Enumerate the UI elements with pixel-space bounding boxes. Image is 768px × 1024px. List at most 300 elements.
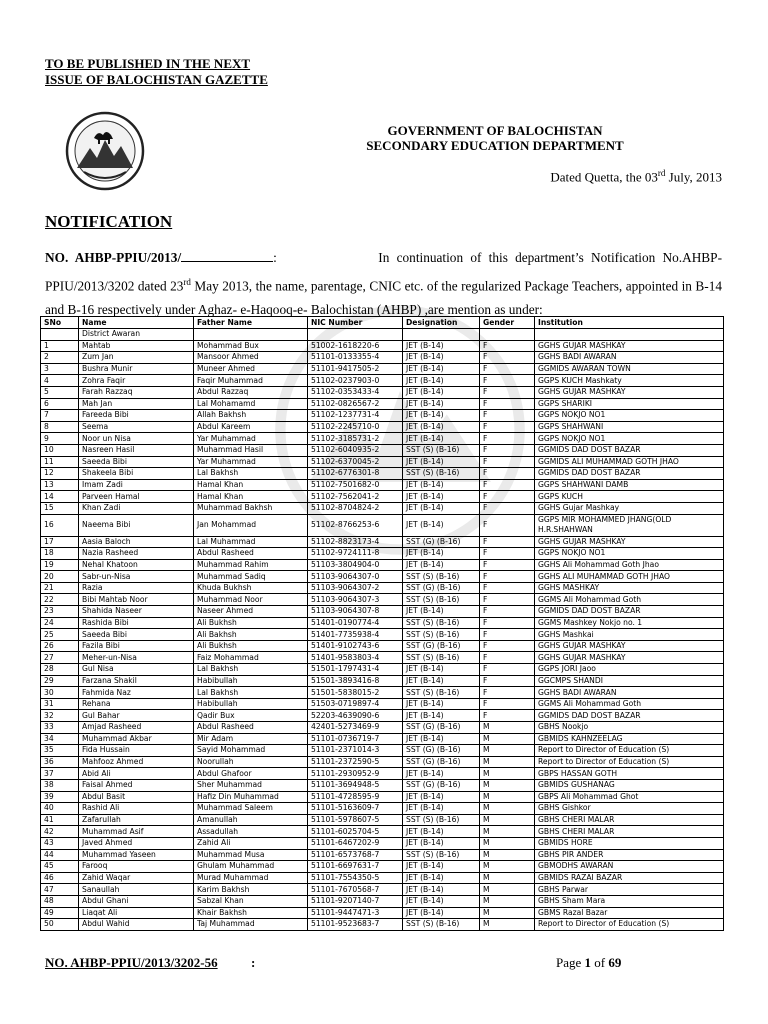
- table-cell: Hamal Khan: [194, 479, 308, 491]
- table-cell: 51101-0133355-4: [308, 352, 403, 364]
- notification-number: NO. AHBP-PPIU/2013/: [45, 250, 182, 265]
- table-cell: Aasia Baloch: [79, 536, 194, 548]
- table-cell: Lal Muhammad: [194, 536, 308, 548]
- table-cell: Report to Director of Education (S): [535, 745, 724, 757]
- table-cell: 51102-1237731-4: [308, 410, 403, 422]
- table-cell: JET (B-14): [403, 352, 480, 364]
- table-row: [41, 745, 724, 757]
- table-cell: 51101-9417505-2: [308, 363, 403, 375]
- table-cell: Nazia Rasheed: [79, 548, 194, 560]
- table-cell: 51102-0826567-2: [308, 398, 403, 410]
- table-cell: Khan Zadi: [79, 502, 194, 514]
- table-cell: GGMIDS DAD DOST BAZAR: [535, 468, 724, 480]
- table-cell: F: [480, 664, 535, 676]
- table-row: [41, 849, 724, 861]
- table-cell: 51101-2371014-3: [308, 745, 403, 757]
- table-cell: GGPS NOKJO NO1: [535, 410, 724, 422]
- table-cell: F: [480, 375, 535, 387]
- table-cell: JET (B-14): [403, 479, 480, 491]
- table-cell: Liaqat Ali: [79, 907, 194, 919]
- table-cell: 52203-4639090-6: [308, 710, 403, 722]
- table-cell: SST (S) (B-16): [403, 617, 480, 629]
- table-cell: GBHS CHERI MALAR: [535, 814, 724, 826]
- table-cell: 17: [41, 536, 79, 548]
- table-cell: 1: [41, 340, 79, 352]
- table-row: [41, 768, 724, 780]
- table-cell: Muneer Ahmed: [194, 363, 308, 375]
- table-cell: GBMIDS RAZAI BAZAR: [535, 872, 724, 884]
- table-cell: GBHS CHERI MALAR: [535, 826, 724, 838]
- footer-notification-number: NO. AHBP-PPIU/2013/3202-56: [45, 955, 218, 970]
- table-row: [41, 722, 724, 734]
- table-cell: Muhammad Hasil: [194, 444, 308, 456]
- table-cell: 51101-9447471-3: [308, 907, 403, 919]
- table-cell: Khuda Bukhsh: [194, 582, 308, 594]
- table-cell: GBHS Sham Mara: [535, 895, 724, 907]
- table-row: [41, 375, 724, 387]
- table-cell: JET (B-14): [403, 675, 480, 687]
- table-cell: 13: [41, 479, 79, 491]
- table-cell: Muhammad Noor: [194, 594, 308, 606]
- table-cell: 51503-0719897-4: [308, 698, 403, 710]
- table-cell: F: [480, 444, 535, 456]
- table-cell: Zafarullah: [79, 814, 194, 826]
- table-cell: SST (S) (B-16): [403, 468, 480, 480]
- table-cell: Hamal Khan: [194, 491, 308, 503]
- table-cell: JET (B-14): [403, 514, 480, 536]
- table-cell: 38: [41, 779, 79, 791]
- table-cell: JET (B-14): [403, 398, 480, 410]
- table-cell: 51101-5163609-7: [308, 803, 403, 815]
- table-cell: F: [480, 502, 535, 514]
- table-cell: 15: [41, 502, 79, 514]
- table-cell: F: [480, 559, 535, 571]
- column-header: Father Name: [194, 317, 308, 329]
- table-cell: 33: [41, 722, 79, 734]
- table-cell: Naseer Ahmed: [194, 606, 308, 618]
- table-cell: GGHS GUJAR MASHKAY: [535, 640, 724, 652]
- table-cell: Murad Muhammad: [194, 872, 308, 884]
- table-cell: GGMIDS ALI MUHAMMAD GOTH JHAO: [535, 456, 724, 468]
- table-cell: Habibullah: [194, 698, 308, 710]
- table-cell: Qadir Bux: [194, 710, 308, 722]
- table-cell: Shakeela Bibi: [79, 468, 194, 480]
- table-cell: JET (B-14): [403, 433, 480, 445]
- table-row: [41, 410, 724, 422]
- table-cell: 14: [41, 491, 79, 503]
- gov-title-line-2: SECONDARY EDUCATION DEPARTMENT: [366, 138, 624, 153]
- table-cell: 51101-4728595-9: [308, 791, 403, 803]
- table-cell: Sabzal Khan: [194, 895, 308, 907]
- teachers-table: [40, 316, 724, 931]
- table-cell: 51102-3185731-2: [308, 433, 403, 445]
- table-cell: 29: [41, 675, 79, 687]
- table-cell: GGHS MASHKAY: [535, 582, 724, 594]
- column-header: Gender: [480, 317, 535, 329]
- table-cell: F: [480, 491, 535, 503]
- table-cell: GBMIDS HORE: [535, 837, 724, 849]
- table-cell: 51101-2372590-5: [308, 756, 403, 768]
- table-cell: SST (S) (B-16): [403, 571, 480, 583]
- table-cell: Lal Bakhsh: [194, 687, 308, 699]
- table-cell: Razia: [79, 582, 194, 594]
- table-row: [41, 617, 724, 629]
- table-cell: JET (B-14): [403, 386, 480, 398]
- table-row: [41, 837, 724, 849]
- table-cell: 7: [41, 410, 79, 422]
- table-cell: Lal Mohamamd: [194, 398, 308, 410]
- table-cell: Gul Nisa: [79, 664, 194, 676]
- table-cell: Mah Jan: [79, 398, 194, 410]
- table-cell: F: [480, 340, 535, 352]
- table-row: [41, 491, 724, 503]
- table-row: [41, 803, 724, 815]
- table-cell: Nasreen Hasil: [79, 444, 194, 456]
- table-cell: SST (G) (B-16): [403, 779, 480, 791]
- table-cell: Muhammad Asif: [79, 826, 194, 838]
- table-cell: GBMS Razal Bazar: [535, 907, 724, 919]
- table-cell: 6: [41, 398, 79, 410]
- table-cell: 51101-3694948-5: [308, 779, 403, 791]
- table-cell: GGHS BADI AWARAN: [535, 352, 724, 364]
- table-cell: 42401-5273469-9: [308, 722, 403, 734]
- table-cell: Zum Jan: [79, 352, 194, 364]
- table-row: [41, 456, 724, 468]
- table-cell: SST (S) (B-16): [403, 849, 480, 861]
- table-cell: Bushra Munir: [79, 363, 194, 375]
- table-cell: 42: [41, 826, 79, 838]
- table-cell: Abdul Ghani: [79, 895, 194, 907]
- table-row: [41, 433, 724, 445]
- table-cell: Yar Muhammad: [194, 456, 308, 468]
- table-cell: 51401-7735938-4: [308, 629, 403, 641]
- table-cell: 51101-0736719-7: [308, 733, 403, 745]
- table-cell: M: [480, 872, 535, 884]
- table-cell: 51101-7670568-7: [308, 884, 403, 896]
- table-cell: Abdul Rasheed: [194, 722, 308, 734]
- table-row: [41, 559, 724, 571]
- table-cell: Habibullah: [194, 675, 308, 687]
- table-cell: Saeeda Bibi: [79, 456, 194, 468]
- table-row: [41, 814, 724, 826]
- table-cell: JET (B-14): [403, 884, 480, 896]
- table-row: [41, 421, 724, 433]
- table-cell: F: [480, 617, 535, 629]
- column-header: SNo: [41, 317, 79, 329]
- table-cell: F: [480, 606, 535, 618]
- table-cell: F: [480, 514, 535, 536]
- table-cell: SST (G) (B-16): [403, 536, 480, 548]
- district-label: District Awaran: [79, 329, 194, 341]
- table-cell: 51103-9064307-2: [308, 582, 403, 594]
- table-cell: 45: [41, 861, 79, 873]
- table-cell: Zahid Waqar: [79, 872, 194, 884]
- table-cell: Naeema Bibi: [79, 514, 194, 536]
- table-cell: 16: [41, 514, 79, 536]
- table-cell: Muhammad Yaseen: [79, 849, 194, 861]
- table-cell: Fida Hussain: [79, 745, 194, 757]
- table-cell: 49: [41, 907, 79, 919]
- table-cell: F: [480, 571, 535, 583]
- table-cell: Ali Bakhsh: [194, 629, 308, 641]
- table-cell: M: [480, 779, 535, 791]
- table-cell: SST (S) (B-16): [403, 919, 480, 931]
- table-cell: 51103-9064307-3: [308, 594, 403, 606]
- table-cell: GGHS Gujar Mashkay: [535, 502, 724, 514]
- table-cell: GGHS Mashkai: [535, 629, 724, 641]
- table-cell: 48: [41, 895, 79, 907]
- table-cell: Assadullah: [194, 826, 308, 838]
- table-cell: 23: [41, 606, 79, 618]
- table-cell: F: [480, 652, 535, 664]
- table-cell: GBHS Gishkor: [535, 803, 724, 815]
- table-cell: Amjad Rasheed: [79, 722, 194, 734]
- table-cell: Abdul Wahid: [79, 919, 194, 931]
- table-cell: 11: [41, 456, 79, 468]
- table-cell: Mansoor Ahmed: [194, 352, 308, 364]
- table-row: [41, 710, 724, 722]
- table-cell: JET (B-14): [403, 340, 480, 352]
- table-row: [41, 698, 724, 710]
- table-cell: JET (B-14): [403, 803, 480, 815]
- balochistan-seal-logo: [64, 110, 146, 192]
- table-cell: 9: [41, 433, 79, 445]
- table-cell: 5: [41, 386, 79, 398]
- table-cell: Noor un Nisa: [79, 433, 194, 445]
- table-cell: F: [480, 675, 535, 687]
- table-row: [41, 779, 724, 791]
- table-cell: M: [480, 837, 535, 849]
- table-cell: JET (B-14): [403, 375, 480, 387]
- table-row: [41, 872, 724, 884]
- table-cell: JET (B-14): [403, 606, 480, 618]
- table-cell: 51101-9207140-7: [308, 895, 403, 907]
- table-cell: M: [480, 722, 535, 734]
- table-cell: SST (G) (B-16): [403, 582, 480, 594]
- table-cell: 25: [41, 629, 79, 641]
- table-cell: Ali Bukhsh: [194, 640, 308, 652]
- table-cell: GGPS JORI Jaoo: [535, 664, 724, 676]
- table-cell: 40: [41, 803, 79, 815]
- table-cell: 51101-6467202-9: [308, 837, 403, 849]
- table-cell: M: [480, 884, 535, 896]
- table-row: [41, 791, 724, 803]
- table-cell: M: [480, 826, 535, 838]
- table-cell: 19: [41, 559, 79, 571]
- table-cell: JET (B-14): [403, 907, 480, 919]
- table-row: [41, 861, 724, 873]
- table-cell: JET (B-14): [403, 837, 480, 849]
- table-cell: Abdul Kareem: [194, 421, 308, 433]
- table-cell: F: [480, 640, 535, 652]
- table-cell: Muhammad Musa: [194, 849, 308, 861]
- table-row: [41, 907, 724, 919]
- table-cell: Report to Director of Education (S): [535, 756, 724, 768]
- table-row: [41, 733, 724, 745]
- table-cell: 51102-6776301-8: [308, 468, 403, 480]
- table-cell: 4: [41, 375, 79, 387]
- table-row: [41, 675, 724, 687]
- table-cell: JET (B-14): [403, 768, 480, 780]
- table-cell: 18: [41, 548, 79, 560]
- table-cell: 2: [41, 352, 79, 364]
- table-row: [41, 664, 724, 676]
- table-cell: GGMS Mashkey Nokjo no. 1: [535, 617, 724, 629]
- table-row: [41, 629, 724, 641]
- table-cell: SST (S) (B-16): [403, 814, 480, 826]
- table-cell: F: [480, 536, 535, 548]
- table-cell: F: [480, 386, 535, 398]
- table-cell: Ali Bukhsh: [194, 617, 308, 629]
- table-cell: 36: [41, 756, 79, 768]
- table-cell: Parveen Hamal: [79, 491, 194, 503]
- table-cell: JET (B-14): [403, 710, 480, 722]
- table-cell: 51501-3893416-8: [308, 675, 403, 687]
- table-cell: 3: [41, 363, 79, 375]
- table-row: [41, 652, 724, 664]
- table-cell: 10: [41, 444, 79, 456]
- table-cell: M: [480, 803, 535, 815]
- table-cell: Muhammad Sadiq: [194, 571, 308, 583]
- table-cell: 43: [41, 837, 79, 849]
- table-cell: 51101-7554350-5: [308, 872, 403, 884]
- table-cell: Mahtab: [79, 340, 194, 352]
- table-row: [41, 536, 724, 548]
- table-cell: JET (B-14): [403, 791, 480, 803]
- table-cell: Sabr-un-Nisa: [79, 571, 194, 583]
- table-cell: JET (B-14): [403, 733, 480, 745]
- table-cell: F: [480, 410, 535, 422]
- table-cell: Karim Bakhsh: [194, 884, 308, 896]
- table-cell: GBMODHS AWARAN: [535, 861, 724, 873]
- table-cell: SST (S) (B-16): [403, 594, 480, 606]
- notification-title: NOTIFICATION: [45, 212, 173, 231]
- table-cell: Shahida Naseer: [79, 606, 194, 618]
- dated-line: Dated Quetta, the 03rd July, 2013: [550, 168, 722, 185]
- table-cell: Report to Director of Education (S): [535, 919, 724, 931]
- table-cell: 51102-7501682-0: [308, 479, 403, 491]
- table-cell: M: [480, 814, 535, 826]
- district-row: [41, 329, 724, 341]
- table-cell: Faqir Muhammad: [194, 375, 308, 387]
- table-cell: 8: [41, 421, 79, 433]
- table-cell: GGPS SHAHWANI DAMB: [535, 479, 724, 491]
- table-cell: 34: [41, 733, 79, 745]
- table-cell: M: [480, 849, 535, 861]
- table-cell: 35: [41, 745, 79, 757]
- table-cell: SST (S) (B-16): [403, 629, 480, 641]
- table-cell: Zohra Faqir: [79, 375, 194, 387]
- table-cell: Nehal Khatoon: [79, 559, 194, 571]
- table-cell: Sher Muhammad: [194, 779, 308, 791]
- table-cell: GBHS Parwar: [535, 884, 724, 896]
- table-cell: 20: [41, 571, 79, 583]
- table-cell: 44: [41, 849, 79, 861]
- table-cell: Muhammad Saleem: [194, 803, 308, 815]
- table-cell: 51103-3804904-0: [308, 559, 403, 571]
- table-cell: GBPS Ali Mohammad Ghot: [535, 791, 724, 803]
- table-cell: Yar Muhammad: [194, 433, 308, 445]
- table-cell: Fareeda Bibi: [79, 410, 194, 422]
- table-row: [41, 352, 724, 364]
- table-cell: JET (B-14): [403, 363, 480, 375]
- table-cell: Lal Bakhsh: [194, 468, 308, 480]
- table-cell: Farooq: [79, 861, 194, 873]
- table-cell: JET (B-14): [403, 491, 480, 503]
- table-row: [41, 548, 724, 560]
- table-cell: M: [480, 768, 535, 780]
- table-cell: 27: [41, 652, 79, 664]
- table-cell: Muhammad Rahim: [194, 559, 308, 571]
- number-blank: [181, 250, 273, 262]
- table-cell: GGPS KUCH Mashkaty: [535, 375, 724, 387]
- table-row: [41, 594, 724, 606]
- table-cell: GGHS Ali Mohammad Goth Jhao: [535, 559, 724, 571]
- table-cell: 51102-2245710-0: [308, 421, 403, 433]
- table-cell: 51101-2930952-9: [308, 768, 403, 780]
- gazette-line-2: ISSUE OF BALOCHISTAN GAZETTE: [45, 72, 268, 87]
- gov-title-line-1: GOVERNMENT OF BALOCHISTAN: [387, 123, 603, 138]
- table-cell: 51101-5978607-5: [308, 814, 403, 826]
- table-cell: 26: [41, 640, 79, 652]
- page-indicator: Page 1 of 69: [556, 955, 622, 970]
- table-cell: F: [480, 582, 535, 594]
- table-cell: SST (S) (B-16): [403, 652, 480, 664]
- table-cell: Rehana: [79, 698, 194, 710]
- table-cell: 39: [41, 791, 79, 803]
- table-row: [41, 884, 724, 896]
- table-cell: 51101-9523683-7: [308, 919, 403, 931]
- column-header: NIC Number: [308, 317, 403, 329]
- table-cell: 51103-9064307-0: [308, 571, 403, 583]
- table-cell: Imam Zadi: [79, 479, 194, 491]
- table-cell: SST (S) (B-16): [403, 444, 480, 456]
- table-cell: Amanullah: [194, 814, 308, 826]
- table-cell: 51102-6370045-2: [308, 456, 403, 468]
- table-cell: M: [480, 907, 535, 919]
- table-cell: F: [480, 363, 535, 375]
- table-cell: 24: [41, 617, 79, 629]
- table-cell: SST (S) (B-16): [403, 687, 480, 699]
- table-cell: 31: [41, 698, 79, 710]
- table-cell: Mahfooz Ahmed: [79, 756, 194, 768]
- table-cell: Farah Razzaq: [79, 386, 194, 398]
- table-cell: GBPS HASSAN GOTH: [535, 768, 724, 780]
- table-cell: M: [480, 756, 535, 768]
- table-cell: 22: [41, 594, 79, 606]
- table-cell: 28: [41, 664, 79, 676]
- table-cell: Abid Ali: [79, 768, 194, 780]
- table-row: [41, 756, 724, 768]
- table-cell: M: [480, 733, 535, 745]
- table-cell: JET (B-14): [403, 895, 480, 907]
- table-cell: Abdul Razzaq: [194, 386, 308, 398]
- table-row: [41, 468, 724, 480]
- table-cell: GGHS GUJAR MASHKAY: [535, 340, 724, 352]
- table-cell: 46: [41, 872, 79, 884]
- table-cell: JET (B-14): [403, 664, 480, 676]
- table-cell: Zahid Ali: [194, 837, 308, 849]
- table-row: [41, 687, 724, 699]
- table-cell: Mir Adam: [194, 733, 308, 745]
- table-cell: Fazila Bibi: [79, 640, 194, 652]
- gazette-line-1: TO BE PUBLISHED IN THE NEXT: [45, 56, 251, 71]
- table-cell: 51102-7562041-2: [308, 491, 403, 503]
- column-header: Designation: [403, 317, 480, 329]
- table-row: [41, 363, 724, 375]
- table-row: [41, 514, 724, 536]
- table-row: [41, 606, 724, 618]
